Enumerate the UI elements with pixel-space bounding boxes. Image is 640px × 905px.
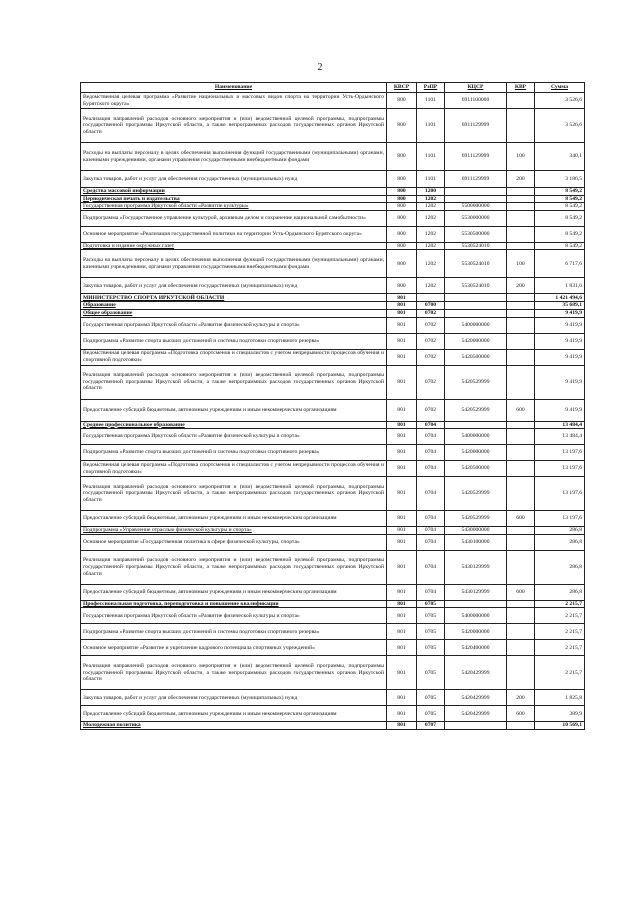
cell-sum: 3 526,6	[535, 109, 585, 143]
table-row	[81, 349, 585, 365]
cell-kcsr: 5430129999	[445, 550, 507, 584]
cell-name: Ведомственная целевая программа «Развитие национальных и массовых видов спорта на территории Усть-Ордынского Бурятского округа»	[81, 93, 387, 109]
cell-sum: 8 549,2	[535, 226, 585, 242]
cell-rzpr: 0700	[417, 302, 445, 310]
table-header-row	[81, 83, 585, 93]
cell-kvsr: 801	[387, 600, 417, 608]
cell-kvr	[507, 309, 535, 317]
cell-kvsr: 801	[387, 461, 417, 477]
table-row	[81, 550, 585, 584]
cell-sum: 13 484,4	[535, 421, 585, 429]
cell-kcsr	[445, 309, 507, 317]
cell-rzpr: 0704	[417, 534, 445, 550]
cell-kcsr	[445, 294, 507, 302]
cell-kcsr: 5530524010	[445, 250, 507, 278]
header-kcsr: КЦСР	[445, 83, 507, 93]
table-row	[81, 302, 585, 310]
cell-name: Реализация направлений расходов основного мероприятия и (или) ведомственной целевой программы, подпрограммы государственной программы Иркутской области, а также непрограммных расходов государственных органов Иркутской области	[81, 109, 387, 143]
cell-name: Основное мероприятие «Реализация государственной политики на территории Усть-Ордынского Бурятского округа»	[81, 226, 387, 242]
cell-kcsr: 5420000000	[445, 624, 507, 640]
cell-kvsr: 800	[387, 250, 417, 278]
cell-kvsr: 801	[387, 429, 417, 445]
cell-kcsr	[445, 188, 507, 196]
cell-kvr	[507, 429, 535, 445]
cell-kvsr: 800	[387, 242, 417, 250]
cell-name: Ведомственная целевая программа «Подготовка спортсменов и специалистов с учетом непрерывности процессов обучения и спортивной подготовки»	[81, 461, 387, 477]
cell-name: Образование	[81, 302, 387, 310]
cell-kvsr: 801	[387, 309, 417, 317]
cell-sum: 2 215,7	[535, 624, 585, 640]
cell-rzpr: 0702	[417, 365, 445, 399]
cell-rzpr: 0704	[417, 445, 445, 461]
cell-kvsr: 801	[387, 624, 417, 640]
table-row	[81, 600, 585, 608]
budget-table	[80, 82, 585, 730]
table-row	[81, 365, 585, 399]
cell-sum: 9 419,9	[535, 309, 585, 317]
cell-sum: 8 549,2	[535, 203, 585, 211]
cell-sum: 13 484,4	[535, 429, 585, 445]
cell-kcsr: 5420429999	[445, 690, 507, 706]
cell-name: Реализация направлений расходов основного мероприятия и (или) ведомственной целевой программы, подпрограммы государственной программы Иркутской области, а также непрограммных расходов государственных органов Иркутской области	[81, 656, 387, 690]
cell-sum: 9 419,9	[535, 333, 585, 349]
cell-kcsr: 5530524010	[445, 242, 507, 250]
cell-kvr	[507, 477, 535, 511]
cell-kcsr: 5530524010	[445, 278, 507, 294]
cell-name: Периодическая печать и издательства	[81, 195, 387, 203]
cell-kcsr: 5420529999	[445, 511, 507, 527]
cell-rzpr: 0705	[417, 608, 445, 624]
cell-sum: 35 689,1	[535, 302, 585, 310]
cell-sum: 2 215,7	[535, 600, 585, 608]
cell-kvr	[507, 722, 535, 730]
cell-kcsr: 5430000000	[445, 527, 507, 535]
table-row	[81, 706, 585, 722]
cell-kcsr: 5430100000	[445, 534, 507, 550]
cell-kvr	[507, 461, 535, 477]
table-row	[81, 109, 585, 143]
cell-rzpr: 0702	[417, 309, 445, 317]
cell-kvsr: 801	[387, 550, 417, 584]
cell-name: Подпрограмма «Развитие спорта высших достижений и системы подготовки спортивного резерва»	[81, 333, 387, 349]
cell-name: Государственная программа Иркутской области «Развитие физической культуры и спорта»	[81, 608, 387, 624]
table-row	[81, 608, 585, 624]
cell-name: Молодежная политика	[81, 722, 387, 730]
cell-rzpr: 0704	[417, 550, 445, 584]
cell-name: Подготовка и издание окружных газет	[81, 242, 387, 250]
table-row	[81, 242, 585, 250]
cell-rzpr: 0702	[417, 399, 445, 421]
cell-rzpr: 0705	[417, 656, 445, 690]
cell-rzpr: 0704	[417, 461, 445, 477]
cell-kvr	[507, 109, 535, 143]
table-row	[81, 294, 585, 302]
cell-kvr	[507, 600, 535, 608]
cell-name: Общее образование	[81, 309, 387, 317]
cell-kvr	[507, 242, 535, 250]
cell-rzpr: 1101	[417, 171, 445, 188]
cell-sum: 286,8	[535, 584, 585, 600]
cell-sum: 8 549,2	[535, 242, 585, 250]
table-row	[81, 477, 585, 511]
table-row	[81, 640, 585, 656]
cell-name: Предоставление субсидий бюджетным, автономным учреждениям и иным некоммерческим организациям	[81, 706, 387, 722]
cell-name: Подпрограмма «Управление отраслью физической культуры и спорта»	[81, 527, 387, 535]
cell-kvsr: 801	[387, 317, 417, 333]
cell-name: Расходы на выплаты персоналу в целях обеспечения выполнения функций государственными (муниципальными) органами, казенными учреждениями, органами управления государственными внебюджетными фондами	[81, 143, 387, 171]
cell-name: Расходы на выплаты персоналу в целях обеспечения выполнения функций государственными (муниципальными) органами, казенными учреждениями, органами управления государственными внебюджетными фондами	[81, 250, 387, 278]
cell-kvr	[507, 550, 535, 584]
cell-sum: 9 419,9	[535, 349, 585, 365]
cell-kvr	[507, 640, 535, 656]
cell-name: Профессиональная подготовка, переподготовка и повышение квалификации	[81, 600, 387, 608]
header-kvsr: КВСР	[387, 83, 417, 93]
table-row	[81, 250, 585, 278]
cell-kcsr: 5430129999	[445, 584, 507, 600]
cell-rzpr: 1202	[417, 242, 445, 250]
cell-kvsr: 801	[387, 584, 417, 600]
cell-rzpr: 1202	[417, 226, 445, 242]
cell-sum: 9 419,9	[535, 399, 585, 421]
cell-kvsr: 800	[387, 93, 417, 109]
cell-rzpr: 0705	[417, 690, 445, 706]
cell-rzpr: 0705	[417, 600, 445, 608]
cell-name: Среднее профессиональное образование	[81, 421, 387, 429]
cell-name: Подпрограмма «Развитие спорта высших достижений и системы подготовки спортивного резерва»	[81, 445, 387, 461]
cell-rzpr: 0704	[417, 527, 445, 535]
cell-kvsr: 800	[387, 203, 417, 211]
cell-rzpr: 0707	[417, 722, 445, 730]
cell-kvr	[507, 195, 535, 203]
cell-kcsr: 5420429999	[445, 706, 507, 722]
cell-kvr	[507, 421, 535, 429]
cell-kcsr: 5420429999	[445, 656, 507, 690]
cell-kcsr: 6911129999	[445, 109, 507, 143]
cell-kcsr	[445, 302, 507, 310]
cell-rzpr: 0704	[417, 477, 445, 511]
cell-kvsr: 801	[387, 511, 417, 527]
cell-sum: 286,8	[535, 527, 585, 535]
cell-sum: 2 215,7	[535, 608, 585, 624]
cell-sum: 2 215,7	[535, 656, 585, 690]
cell-kcsr: 6911129999	[445, 143, 507, 171]
cell-kvr	[507, 226, 535, 242]
cell-sum: 3 526,6	[535, 93, 585, 109]
cell-kvsr: 801	[387, 365, 417, 399]
table-row	[81, 421, 585, 429]
cell-name: Реализация направлений расходов основного мероприятия и (или) ведомственной целевой программы, подпрограммы государственной программы Иркутской области, а также непрограммных расходов государственных органов Иркутской области	[81, 550, 387, 584]
cell-rzpr: 1202	[417, 250, 445, 278]
cell-kcsr	[445, 421, 507, 429]
table-body	[81, 93, 585, 730]
cell-kvr	[507, 203, 535, 211]
cell-kvsr: 800	[387, 143, 417, 171]
cell-kvr	[507, 302, 535, 310]
cell-sum: 1 825,8	[535, 690, 585, 706]
cell-kvsr: 800	[387, 109, 417, 143]
cell-kvr	[507, 317, 535, 333]
table-row	[81, 399, 585, 421]
table-row	[81, 210, 585, 226]
cell-kvsr: 801	[387, 477, 417, 511]
cell-kcsr: 5420529999	[445, 477, 507, 511]
cell-kvr	[507, 93, 535, 109]
table-row	[81, 317, 585, 333]
cell-kvr: 600	[507, 706, 535, 722]
cell-kvr: 200	[507, 171, 535, 188]
table-row	[81, 333, 585, 349]
table-row	[81, 534, 585, 550]
cell-kvr	[507, 527, 535, 535]
cell-kcsr	[445, 722, 507, 730]
cell-kcsr: 5420529999	[445, 365, 507, 399]
table-row	[81, 203, 585, 211]
cell-kvsr: 801	[387, 706, 417, 722]
header-kvr: КВР	[507, 83, 535, 93]
cell-kvsr: 801	[387, 534, 417, 550]
cell-sum: 286,8	[535, 534, 585, 550]
cell-kvsr: 800	[387, 195, 417, 203]
cell-rzpr: 0702	[417, 349, 445, 365]
cell-rzpr: 0704	[417, 511, 445, 527]
cell-rzpr: 1202	[417, 195, 445, 203]
header-rzpr: РзПР	[417, 83, 445, 93]
cell-kvsr: 801	[387, 302, 417, 310]
cell-sum: 3 186,5	[535, 171, 585, 188]
cell-sum: 13 197,6	[535, 445, 585, 461]
cell-sum: 9 419,9	[535, 317, 585, 333]
cell-kvr	[507, 624, 535, 640]
cell-kcsr: 5530000000	[445, 210, 507, 226]
cell-rzpr: 1200	[417, 188, 445, 196]
cell-kcsr: 5420000000	[445, 445, 507, 461]
cell-name: Закупка товаров, работ и услуг для обеспечения государственных (муниципальных) нужд	[81, 278, 387, 294]
cell-sum: 6 717,6	[535, 250, 585, 278]
cell-kvr	[507, 365, 535, 399]
cell-kvsr: 801	[387, 399, 417, 421]
cell-kvr	[507, 445, 535, 461]
table-row	[81, 143, 585, 171]
cell-rzpr: 0705	[417, 706, 445, 722]
cell-kvr: 200	[507, 278, 535, 294]
header-name: Наименование	[81, 83, 387, 93]
table-row	[81, 93, 585, 109]
cell-kvr: 600	[507, 584, 535, 600]
cell-sum: 340,1	[535, 143, 585, 171]
table-row	[81, 188, 585, 196]
cell-sum: 8 549,2	[535, 195, 585, 203]
cell-kvsr: 800	[387, 171, 417, 188]
cell-rzpr: 0705	[417, 640, 445, 656]
cell-name: Государственная программа Иркутской области «Развитие физической культуры и спорта»	[81, 317, 387, 333]
cell-name: Реализация направлений расходов основного мероприятия и (или) ведомственной целевой программы, подпрограммы государственной программы Иркутской области, а также непрограммных расходов государственных органов Иркутской области	[81, 477, 387, 511]
cell-name: Предоставление субсидий бюджетным, автономным учреждениям и иным некоммерческим организациям	[81, 584, 387, 600]
cell-rzpr: 1101	[417, 109, 445, 143]
cell-kvsr: 801	[387, 656, 417, 690]
cell-name: Закупка товаров, работ и услуг для обеспечения государственных (муниципальных) нужд	[81, 690, 387, 706]
cell-kcsr	[445, 600, 507, 608]
cell-sum: 8 549,2	[535, 210, 585, 226]
cell-kvr: 200	[507, 690, 535, 706]
cell-kvsr: 801	[387, 349, 417, 365]
cell-name: Государственная программа Иркутской области «Развитие культуры»	[81, 203, 387, 211]
cell-kcsr: 5400000000	[445, 429, 507, 445]
table-row	[81, 278, 585, 294]
cell-name: Ведомственная целевая программа «Подготовка спортсменов и специалистов с учетом непрерывности процессов обучения и спортивной подготовки»	[81, 349, 387, 365]
cell-name: Средства массовой информации	[81, 188, 387, 196]
cell-kcsr: 5530500000	[445, 226, 507, 242]
cell-sum: 2 215,7	[535, 640, 585, 656]
cell-sum: 9 419,9	[535, 365, 585, 399]
cell-kvr: 100	[507, 143, 535, 171]
cell-name: Подпрограмма «Развитие спорта высших достижений и системы подготовки спортивного резерва»	[81, 624, 387, 640]
table-row	[81, 171, 585, 188]
cell-sum: 8 549,2	[535, 188, 585, 196]
table-row	[81, 690, 585, 706]
table-row	[81, 722, 585, 730]
cell-sum: 10 569,1	[535, 722, 585, 730]
cell-sum: 1 831,6	[535, 278, 585, 294]
cell-rzpr: 0702	[417, 317, 445, 333]
cell-kvsr: 800	[387, 278, 417, 294]
cell-name: МИНИСТЕРСТВО СПОРТА ИРКУТСКОЙ ОБЛАСТИ	[81, 294, 387, 302]
cell-sum: 13 197,6	[535, 477, 585, 511]
cell-name: Основное мероприятие «Развитие и укрепление кадрового потенциала спортивных учреждений»	[81, 640, 387, 656]
cell-kcsr: 5400000000	[445, 317, 507, 333]
cell-kcsr: 5420500000	[445, 349, 507, 365]
cell-kvr	[507, 534, 535, 550]
cell-rzpr: 0702	[417, 333, 445, 349]
cell-kvsr: 801	[387, 445, 417, 461]
cell-kvr: 600	[507, 399, 535, 421]
cell-kvsr: 801	[387, 333, 417, 349]
cell-kvsr: 801	[387, 690, 417, 706]
cell-kcsr: 5420500000	[445, 461, 507, 477]
cell-kvr	[507, 349, 535, 365]
cell-kvr	[507, 656, 535, 690]
cell-rzpr: 0705	[417, 624, 445, 640]
cell-kcsr: 5420400000	[445, 640, 507, 656]
cell-name: Закупка товаров, работ и услуг для обеспечения государственных (муниципальных) нужд	[81, 171, 387, 188]
cell-kvr	[507, 210, 535, 226]
cell-sum: 286,8	[535, 550, 585, 584]
cell-kvsr: 801	[387, 294, 417, 302]
page-number: 2	[317, 62, 323, 73]
cell-rzpr: 1202	[417, 210, 445, 226]
cell-kcsr: 6911129999	[445, 171, 507, 188]
table-row	[81, 445, 585, 461]
table-row	[81, 584, 585, 600]
cell-kvr	[507, 608, 535, 624]
table-row	[81, 429, 585, 445]
cell-kvsr: 801	[387, 527, 417, 535]
table-row	[81, 309, 585, 317]
table-row	[81, 656, 585, 690]
table-row	[81, 511, 585, 527]
cell-name: Подпрограмма «Государственное управление культурой, архивным делом и сохранение национальной самобытности»	[81, 210, 387, 226]
cell-name: Предоставление субсидий бюджетным, автономным учреждениям и иным некоммерческим организациям	[81, 399, 387, 421]
cell-kvr	[507, 333, 535, 349]
cell-kvsr: 801	[387, 608, 417, 624]
cell-rzpr: 0704	[417, 429, 445, 445]
cell-kvr: 600	[507, 511, 535, 527]
cell-kcsr: 5400000000	[445, 608, 507, 624]
cell-name: Государственная программа Иркутской области «Развитие физической культуры и спорта»	[81, 429, 387, 445]
cell-rzpr: 0704	[417, 421, 445, 429]
cell-rzpr: 0704	[417, 584, 445, 600]
cell-kvsr: 801	[387, 640, 417, 656]
cell-kvsr: 800	[387, 210, 417, 226]
cell-name: Основное мероприятие «Государственная политика в сфере физической культуры, спорта»	[81, 534, 387, 550]
cell-rzpr: 1202	[417, 278, 445, 294]
cell-kcsr: 5420000000	[445, 333, 507, 349]
cell-kvsr: 800	[387, 188, 417, 196]
cell-rzpr: 1101	[417, 143, 445, 171]
cell-kvsr: 801	[387, 421, 417, 429]
cell-kcsr: 6911100000	[445, 93, 507, 109]
table-row	[81, 226, 585, 242]
cell-kvsr: 800	[387, 226, 417, 242]
cell-kvr	[507, 188, 535, 196]
cell-kcsr: 5500000000	[445, 203, 507, 211]
cell-sum: 1 421 494,6	[535, 294, 585, 302]
cell-kvr: 100	[507, 250, 535, 278]
cell-kvsr: 801	[387, 722, 417, 730]
cell-name: Предоставление субсидий бюджетным, автономным учреждениям и иным некоммерческим организациям	[81, 511, 387, 527]
table-row	[81, 461, 585, 477]
cell-kvr	[507, 294, 535, 302]
cell-name: Реализация направлений расходов основного мероприятия и (или) ведомственной целевой программы, подпрограммы государственной программы Иркутской области, а также непрограммных расходов государственных органов Иркутской области	[81, 365, 387, 399]
table-row	[81, 624, 585, 640]
cell-kcsr: 5420529999	[445, 399, 507, 421]
header-sum: Сумма	[535, 83, 585, 93]
table-row	[81, 527, 585, 535]
cell-rzpr	[417, 294, 445, 302]
cell-sum: 389,9	[535, 706, 585, 722]
cell-kcsr	[445, 195, 507, 203]
table-row	[81, 195, 585, 203]
cell-sum: 13 197,6	[535, 511, 585, 527]
cell-sum: 13 197,6	[535, 461, 585, 477]
cell-rzpr: 1202	[417, 203, 445, 211]
cell-rzpr: 1101	[417, 93, 445, 109]
